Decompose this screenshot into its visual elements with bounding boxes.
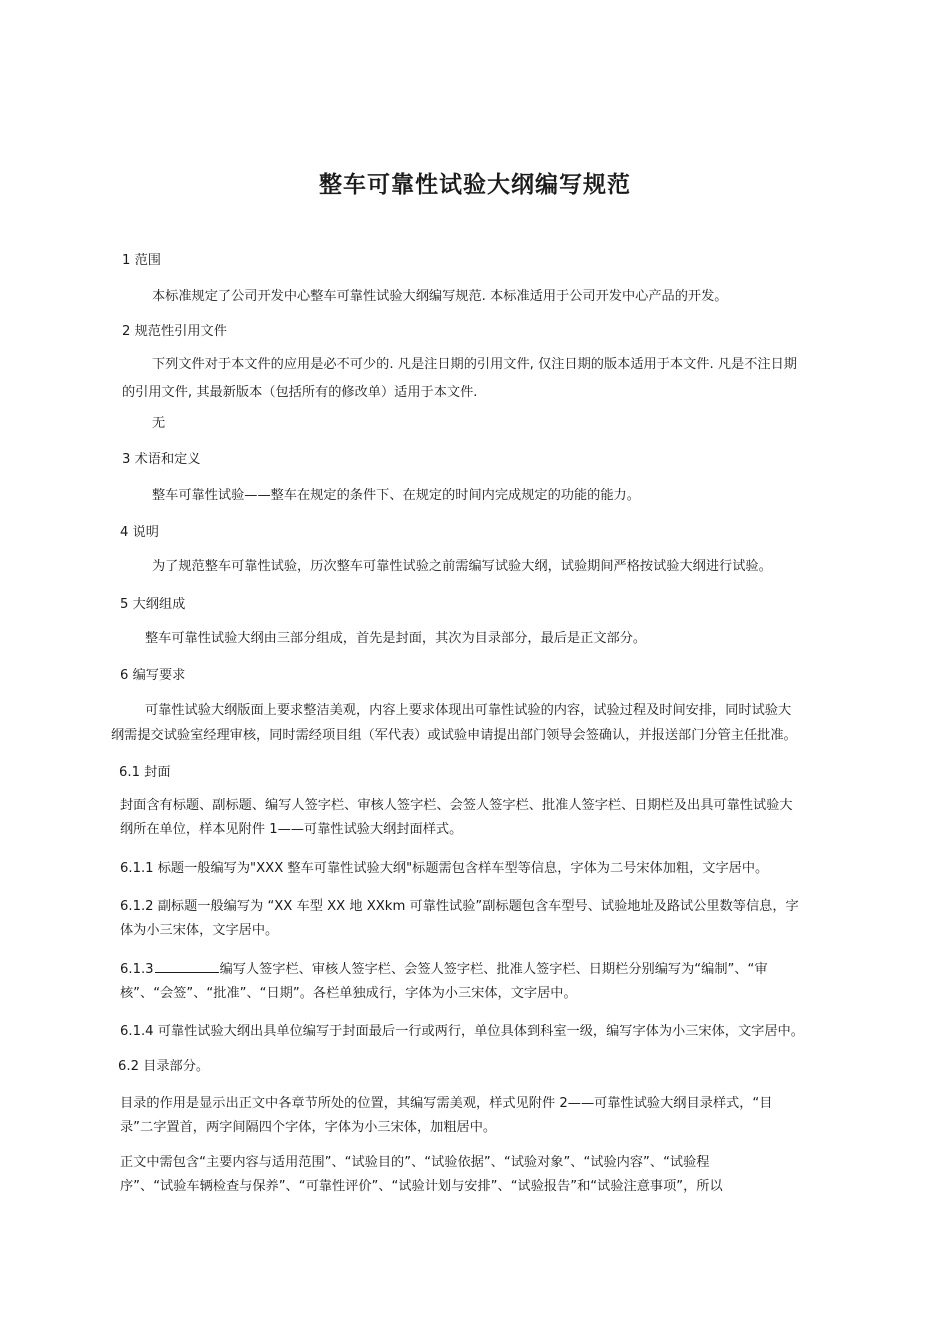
paragraph-line: 可靠性试验大纲版面上要求整洁美观，内容上要求体现出可靠性试验的内容，试验过程及时间安排，同时试验大 (145, 703, 792, 718)
paragraph-line: 整车可靠性试验——整车在规定的条件下、在规定的时间内完成规定的功能的能力。 (152, 488, 640, 503)
paragraph-line: 序”、“试验车辆检查与保养”、“可靠性评价”、“试验计划与安排”、“试验报告”和“试验注意事项”，所以 (120, 1179, 723, 1194)
section-heading-6-1: 6.1 封面 (119, 765, 171, 780)
section-heading-6: 6 编写要求 (120, 668, 186, 683)
section-heading-4: 4 说明 (120, 525, 159, 540)
paragraph-line: 体为小三宋体，文字居中。 (120, 923, 279, 938)
paragraph-line: 录”二字置首，两字间隔四个字体，字体为小三宋体，加粗居中。 (120, 1120, 497, 1135)
paragraph-line: 下列文件对于本文件的应用是必不可少的. 凡是注日期的引用文件, 仅注日期的版本适用于本文件. 凡是不注日期 (152, 357, 797, 372)
section-heading-1: 1 范围 (122, 253, 161, 268)
paragraph-line: 6.1.1 标题一般编写为"XXX 整车可靠性试验大纲"标题需包含样车型等信息，字体为二号宋体加粗，文字居中。 (120, 861, 769, 876)
section-heading-3: 3 术语和定义 (122, 452, 201, 467)
clause-text: 编写人签字栏、审核人签字栏、会签人签字栏、批准人签字栏、日期栏分别编写为“编制”、“审 (219, 962, 768, 977)
paragraph-line: 为了规范整车可靠性试验，历次整车可靠性试验之前需编写试验大纲，试验期间严格按试验大纲进行试验。 (152, 559, 772, 574)
paragraph-line: 6.1.4 可靠性试验大纲出具单位编写于封面最后一行或两行，单位具体到科室一级，编写字体为小三宋体，文字居中。 (120, 1024, 804, 1039)
section-heading-2: 2 规范性引用文件 (122, 324, 227, 339)
section-heading-6-2: 6.2 目录部分。 (118, 1059, 210, 1074)
section-heading-5: 5 大纲组成 (120, 597, 186, 612)
paragraph-line: 本标准规定了公司开发中心整车可靠性试验大纲编写规范. 本标准适用于公司开发中心产品的开发。 (152, 289, 728, 304)
paragraph-line: 目录的作用是显示出正文中各章节所处的位置，其编写需美观，样式见附件 2——可靠性试验大纲目录样式，“目 (120, 1096, 773, 1111)
paragraph-line: 的引用文件, 其最新版本（包括所有的修改单）适用于本文件. (122, 385, 478, 400)
paragraph-line: 整车可靠性试验大纲由三部分组成，首先是封面，其次为目录部分，最后是正文部分。 (145, 631, 647, 646)
paragraph-line: 纲需提交试验室经理审核，同时需经项目组（军代表）或试验申请提出部门领导会签确认，并报送部门分管主任批准。 (111, 728, 797, 743)
paragraph-line: 无 (152, 416, 166, 431)
paragraph-line: 核”、“会签”、“批准”、“日期”。各栏单独成行，字体为小三宋体，文字居中。 (120, 986, 577, 1001)
paragraph-line: 正文中需包含“主要内容与适用范围”、“试验目的”、“试验依据”、“试验对象”、“试验内容”、“试验程 (120, 1155, 710, 1170)
paragraph-line: 6.1.2 副标题一般编写为 “XX 车型 XX 地 XXkm 可靠性试验”副标题包含车型号、试验地址及路试公里数等信息，字 (120, 899, 799, 914)
blank-underline (155, 960, 219, 973)
paragraph-line: 纲所在单位，样本见附件 1——可靠性试验大纲封面样式。 (120, 822, 463, 837)
paragraph-line: 封面含有标题、副标题、编写人签字栏、审核人签字栏、会签人签字栏、批准人签字栏、日期栏及出具可靠性试验大 (120, 798, 793, 813)
clause-number: 6.1.3 (120, 962, 154, 977)
document-title: 整车可靠性试验大纲编写规范 (319, 172, 631, 198)
paragraph-line (120, 960, 768, 979)
